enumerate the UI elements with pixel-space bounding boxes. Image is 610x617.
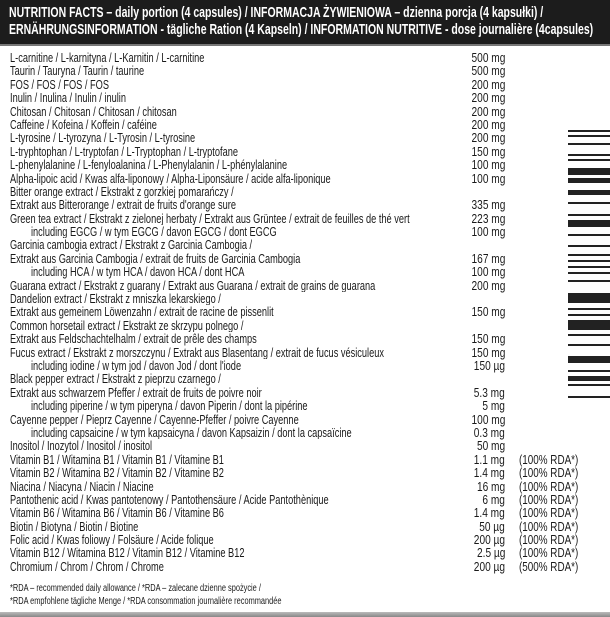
ingredient-name: Chitosan / Chitosan / Chitosan / chitosan [10, 104, 177, 118]
barcode-bar [568, 334, 610, 336]
barcode-bar [568, 320, 610, 330]
ingredient-amount: 100 mg [471, 224, 505, 240]
ingredient-name: Garcinia cambogia extract / Ekstrakt z Garcinia Cambogia / [10, 238, 253, 252]
ingredient-name: L-phenylalanine / L-fenyloalanina / L-Phenylalanin / L-phénylalanine [10, 158, 288, 172]
ingredient-amount: 50 µg [479, 518, 505, 534]
rda-percent: (100% RDA*) [519, 451, 579, 467]
ingredient-amount: 5 mg [482, 398, 505, 414]
barcode-bar [568, 154, 610, 156]
ingredient-name: including capsaicine / w tym kapsaicyna / davon Kapsaizin / dont la capsaïcine [31, 425, 352, 440]
rda-percent: (100% RDA*) [519, 465, 579, 481]
barcode-bar [568, 396, 610, 398]
table-row [0, 305, 610, 318]
ingredient-name: Extrakt aus gemeinem Löwenzahn / extrait de racine de pissenlit [10, 305, 274, 319]
ingredient-name: Pantothenic acid / Kwas pantotenowy / Pantothensäure / Acide Pantothènique [10, 492, 329, 507]
table-row [0, 372, 610, 385]
table-row [0, 145, 610, 158]
ingredient-name: Folic acid / Kwas foliowy / Folsäure / Acide folique [10, 533, 214, 547]
ingredient-amount: 150 mg [471, 143, 505, 159]
ingredient-amount: 335 mg [471, 197, 505, 213]
table-row [0, 51, 610, 64]
table-row [0, 118, 610, 131]
barcode-bar [568, 159, 610, 161]
ingredient-name: Caffeine / Kofeina / Koffein / caféine [10, 117, 157, 132]
ingredient-amount: 200 mg [471, 76, 505, 92]
ingredient-amount: 200 mg [471, 277, 505, 293]
table-row [0, 279, 610, 292]
rda-percent: (100% RDA*) [519, 478, 579, 494]
ingredient-amount: 150 mg [471, 344, 505, 360]
ingredient-name: Vitamin B2 / Witamina B2 / Vitamin B2 / Vitamine B2 [10, 466, 224, 480]
table-row [0, 332, 610, 345]
table-row [0, 520, 610, 533]
ingredient-amount: 1.4 mg [473, 465, 505, 481]
rda-percent: (100% RDA*) [519, 532, 579, 548]
barcode-bar [568, 384, 610, 386]
ingredient-amount: 1.4 mg [473, 505, 505, 521]
bottom-edge [0, 612, 610, 617]
ingredient-name: Chromium / Chrom / Chrom / Chrome [10, 559, 164, 574]
header-line-1: NUTRITION FACTS – daily portion (4 capsules) / INFORMACJA ŻYWIENIOWA – dzienna porcja (4 kapsułki) / [9, 4, 544, 21]
ingredient-name: L-carnitine / L-karnityna / L-Karnitin / L-carnitine [10, 51, 205, 65]
table-row [0, 426, 610, 439]
table-row [0, 399, 610, 412]
footnote-line-1: *RDA – recommended daily allowance / *RDA – zalecane dzienne spożycie / [10, 583, 261, 594]
table-row [0, 466, 610, 479]
table-row [0, 493, 610, 506]
ingredient-amount: 100 mg [471, 170, 505, 186]
ingredient-name: Extrakt aus Bitterorange / extrait de fruits d'orange sure [10, 198, 236, 212]
table-row [0, 533, 610, 546]
table-row [0, 546, 610, 559]
ingredient-name: Guarana extract / Ekstrakt z guarany / Extrakt aus Guarana / extrait de grains de guarana [10, 278, 376, 293]
ingredient-amount: 200 µg [473, 558, 505, 574]
barcode-bar [568, 234, 610, 236]
ingredient-name: Biotin / Biotyna / Biotin / Biotine [10, 519, 139, 534]
table-row [0, 91, 610, 104]
table-row [0, 78, 610, 91]
table-row [0, 198, 610, 211]
table-row [0, 265, 610, 278]
ingredient-name: L-tyrosine / L-tyrozyna / L-Tyrosin / L-tyrosine [10, 131, 196, 145]
barcode-bar [568, 202, 610, 204]
table-row [0, 319, 610, 332]
table-row [0, 238, 610, 251]
rda-percent: (500% RDA*) [519, 558, 579, 574]
ingredient-name: Vitamin B12 / Witamina B12 / Vitamin B12 / Vitamine B12 [10, 546, 245, 560]
table-row [0, 413, 610, 426]
ingredient-amount: 2.5 µg [476, 545, 505, 561]
barcode [568, 128, 610, 398]
header-banner [0, 0, 610, 46]
table-row [0, 252, 610, 265]
ingredient-name: Common horsetail extract / Ekstrakt ze skrzypu polnego / [10, 318, 244, 333]
barcode-bar [568, 266, 610, 268]
barcode-bar [568, 272, 610, 274]
table-row [0, 439, 610, 452]
ingredient-amount: 150 mg [471, 304, 505, 320]
table-row [0, 386, 610, 399]
barcode-bar [568, 308, 610, 310]
ingredient-name: including piperine / w tym piperyna / davon Piperin / dont la pipérine [31, 399, 308, 413]
ingredient-name: Vitamin B1 / Witamina B1 / Vitamin B1 / Vitamine B1 [10, 452, 224, 467]
ingredient-amount: 200 mg [471, 116, 505, 132]
ingredient-name: Inulin / Inulina / Inulin / inulin [10, 91, 126, 105]
barcode-bar [568, 168, 610, 175]
ingredient-amount: 200 mg [471, 103, 505, 119]
ingredient-amount: 167 mg [471, 250, 505, 266]
rda-percent: (100% RDA*) [519, 505, 579, 521]
ingredient-amount: 200 µg [473, 532, 505, 548]
ingredient-amount: 16 mg [476, 478, 505, 494]
barcode-bar [568, 370, 610, 372]
ingredient-name: FOS / FOS / FOS / FOS [10, 77, 109, 92]
header-line-2: ERNÄHRUNGSINFORMATION - tägliche Ration (4 Kapseln) / INFORMATION NUTRITIVE - dose journalière (4capsules) [9, 21, 594, 38]
ingredient-amount: 1.1 mg [473, 451, 505, 467]
ingredient-amount: 0.3 mg [473, 424, 505, 440]
rda-percent: (100% RDA*) [519, 545, 579, 561]
ingredient-name: Black pepper extract / Ekstrakt z pieprzu czarnego / [10, 372, 221, 386]
ingredient-name: L-tryphtophan / L-tryptofan / L-Tryptophan / L-tryptofane [10, 144, 238, 159]
ingredient-name: Bitter orange extract / Ekstrakt z gorzkiej pomarańczy / [10, 184, 234, 199]
footnote-line-2: *RDA empfohlene tägliche Menge / *RDA consommation journalière recommandée [10, 596, 282, 607]
table-row [0, 105, 610, 118]
table-row [0, 158, 610, 171]
ingredient-name: Taurin / Tauryna / Taurin / taurine [10, 64, 145, 78]
ingredient-amount: 150 mg [471, 331, 505, 347]
ingredient-name: including EGCG / w tym EGCG / davon EGCG / dont EGCG [31, 225, 277, 239]
table-row [0, 172, 610, 185]
table-row [0, 225, 610, 238]
ingredient-name: Alpha-lipoic acid / Kwas alfa-liponowy / Alpha-Liponsäure / acide alfa-liponique [10, 171, 331, 185]
ingredient-name: including iodine / w tym jod / davon Jod / dont l'iode [31, 358, 242, 373]
barcode-bar [568, 220, 610, 227]
table-row [0, 560, 610, 573]
ingredient-name: Niacina / Niacyna / Niacin / Niacine [10, 479, 154, 493]
barcode-bar [568, 190, 610, 195]
ingredient-name: Dandelion extract / Ekstrakt z mniszka lekarskiego / [10, 292, 221, 306]
table-row [0, 346, 610, 359]
table-row [0, 292, 610, 305]
ingredient-amount: 223 mg [471, 210, 505, 226]
ingredient-name: Extrakt aus schwarzem Pfeffer / extrait de fruits de poivre noir [10, 385, 262, 400]
ingredient-amount: 100 mg [471, 411, 505, 427]
ingredient-name: Fucus extract / Ekstrakt z morszczynu / Extrakt aus Blasentang / extrait de fucus vésiculeux [10, 345, 384, 359]
ingredient-amount: 200 mg [471, 90, 505, 106]
barcode-bar [568, 376, 610, 381]
barcode-bar [568, 293, 610, 303]
barcode-bar [568, 254, 610, 256]
barcode-bar [568, 178, 610, 183]
rda-percent: (100% RDA*) [519, 518, 579, 534]
ingredient-name: Vitamin B6 / Witamina B6 / Vitamin B6 / Vitamine B6 [10, 506, 224, 520]
barcode-bar [568, 130, 610, 132]
table-row [0, 453, 610, 466]
ingredient-amount: 50 mg [476, 438, 505, 454]
ingredient-name: Inositol / Inozytol / Inositol / inositol [10, 439, 153, 453]
ingredient-name: Green tea extract / Ekstrakt z zielonej herbaty / Extrakt aus Grüntee / extrait de feuilles de thé vert [10, 211, 410, 226]
table-row [0, 131, 610, 144]
ingredient-amount: 200 mg [471, 130, 505, 146]
ingredient-name: including HCA / w tym HCA / davon HCA / dont HCA [31, 265, 245, 279]
table-row [0, 359, 610, 372]
barcode-bar [568, 143, 610, 145]
barcode-bar [568, 260, 610, 262]
barcode-bar [568, 214, 610, 216]
barcode-bar [568, 245, 610, 247]
ingredient-amount: 100 mg [471, 264, 505, 280]
barcode-bar [568, 356, 610, 363]
barcode-bar [568, 280, 610, 282]
table-row [0, 212, 610, 225]
table-row [0, 64, 610, 77]
table-row [0, 480, 610, 493]
ingredient-amount: 100 mg [471, 157, 505, 173]
barcode-bar [568, 135, 610, 137]
ingredient-name: Extrakt aus Garcinia Cambogia / extrait de fruits de Garcinia Cambogia [10, 251, 301, 266]
barcode-bar [568, 314, 610, 316]
barcode-bar [568, 344, 610, 346]
ingredient-name: Extrakt aus Feldschachtelhalm / extrait de prêle des champs [10, 332, 257, 346]
ingredient-name: Cayenne pepper / Pieprz Cayenne / Cayenne-Pfeffer / poivre Cayenne [10, 412, 299, 426]
table-row [0, 185, 610, 198]
table-row [0, 506, 610, 519]
ingredient-amount: 150 µg [473, 357, 505, 373]
rda-percent: (100% RDA*) [519, 491, 579, 507]
ingredient-amount: 500 mg [471, 63, 505, 79]
ingredient-amount: 500 mg [471, 50, 505, 65]
ingredient-amount: 5.3 mg [473, 384, 505, 400]
ingredient-amount: 6 mg [482, 491, 505, 507]
nutrition-table [0, 51, 610, 573]
